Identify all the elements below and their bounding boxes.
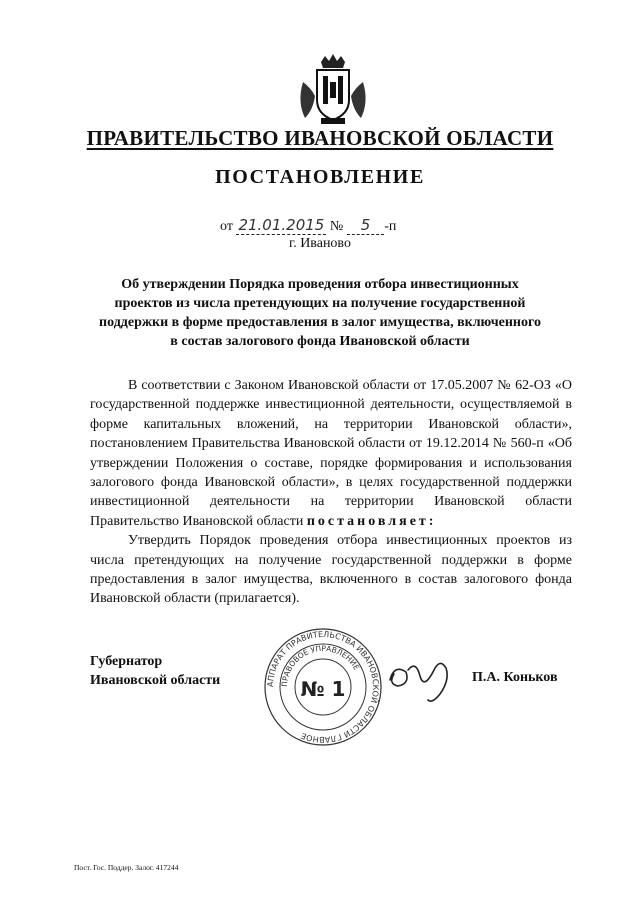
stamp-inner-text: ПРАВОВОЕ УПРАВЛЕНИЕ bbox=[279, 643, 362, 688]
position-line-2: Ивановской области bbox=[90, 673, 221, 688]
handwritten-signature bbox=[380, 650, 470, 705]
document-body bbox=[90, 376, 572, 609]
signatory-position bbox=[90, 652, 220, 690]
signatory-name: П.А. Коньков bbox=[472, 670, 558, 685]
official-stamp bbox=[262, 626, 384, 748]
date-number-line bbox=[220, 216, 396, 235]
body-paragraph-2: Утвердить Порядок проведения отбора инвестиционных проектов из числа претендующих на получение государственной поддержки в форме предоставления в залог имущества, включенного в состав залогового фонда Ивановской области (прилагается). bbox=[90, 533, 572, 607]
government-title: ПРАВИТЕЛЬСТВО ИВАНОВСКОЙ ОБЛАСТИ bbox=[86, 126, 554, 150]
body-paragraph bbox=[90, 376, 572, 531]
footer-code: Пост. Гос. Поддер. Залог. 417244 bbox=[74, 863, 179, 872]
document-subject: Об утверждении Порядка проведения отбора инвестиционных проектов из числа претендующих на получение государственной поддержки в форме предоставления в залог имущества, включенного в состав залогового фонда Ивановской области bbox=[99, 277, 541, 349]
date-prefix: от bbox=[220, 219, 233, 234]
number-suffix: -п bbox=[384, 219, 397, 234]
stamp-outer-text: АППАРАТ ПРАВИТЕЛЬСТВА ИВАНОВСКОЙ ОБЛАСТИ ГЛАВНОЕ bbox=[265, 629, 381, 745]
stamp-number: № 1 bbox=[300, 677, 346, 701]
body-paragraph-1: В соответствии с Законом Ивановской области от 17.05.2007 № 62-ОЗ «О государственной поддержке инвестиционной деятельности, осуществляемой в форме капитальных вложений, на территории Ивановской области», постановлением Правительства Ивановской области от 19.12.2014 № 560-п «Об утверждении Положения о составе, порядке формирования и использования залогового фонда Ивановской области», в целях государственной поддержки инвестиционной деятельности на территории Ивановской области Правительство Ивановской области bbox=[90, 378, 572, 529]
decree-word: постановляет: bbox=[306, 513, 437, 529]
number-sign: № bbox=[329, 219, 344, 234]
document-date: 21.01.2015 bbox=[238, 216, 325, 234]
coat-of-arms-icon bbox=[293, 52, 373, 132]
document-number: 5 bbox=[347, 216, 385, 235]
position-line-1: Губернатор bbox=[90, 654, 163, 669]
city: г. Иваново bbox=[289, 236, 351, 251]
document-type: ПОСТАНОВЛЕНИЕ bbox=[215, 166, 425, 188]
